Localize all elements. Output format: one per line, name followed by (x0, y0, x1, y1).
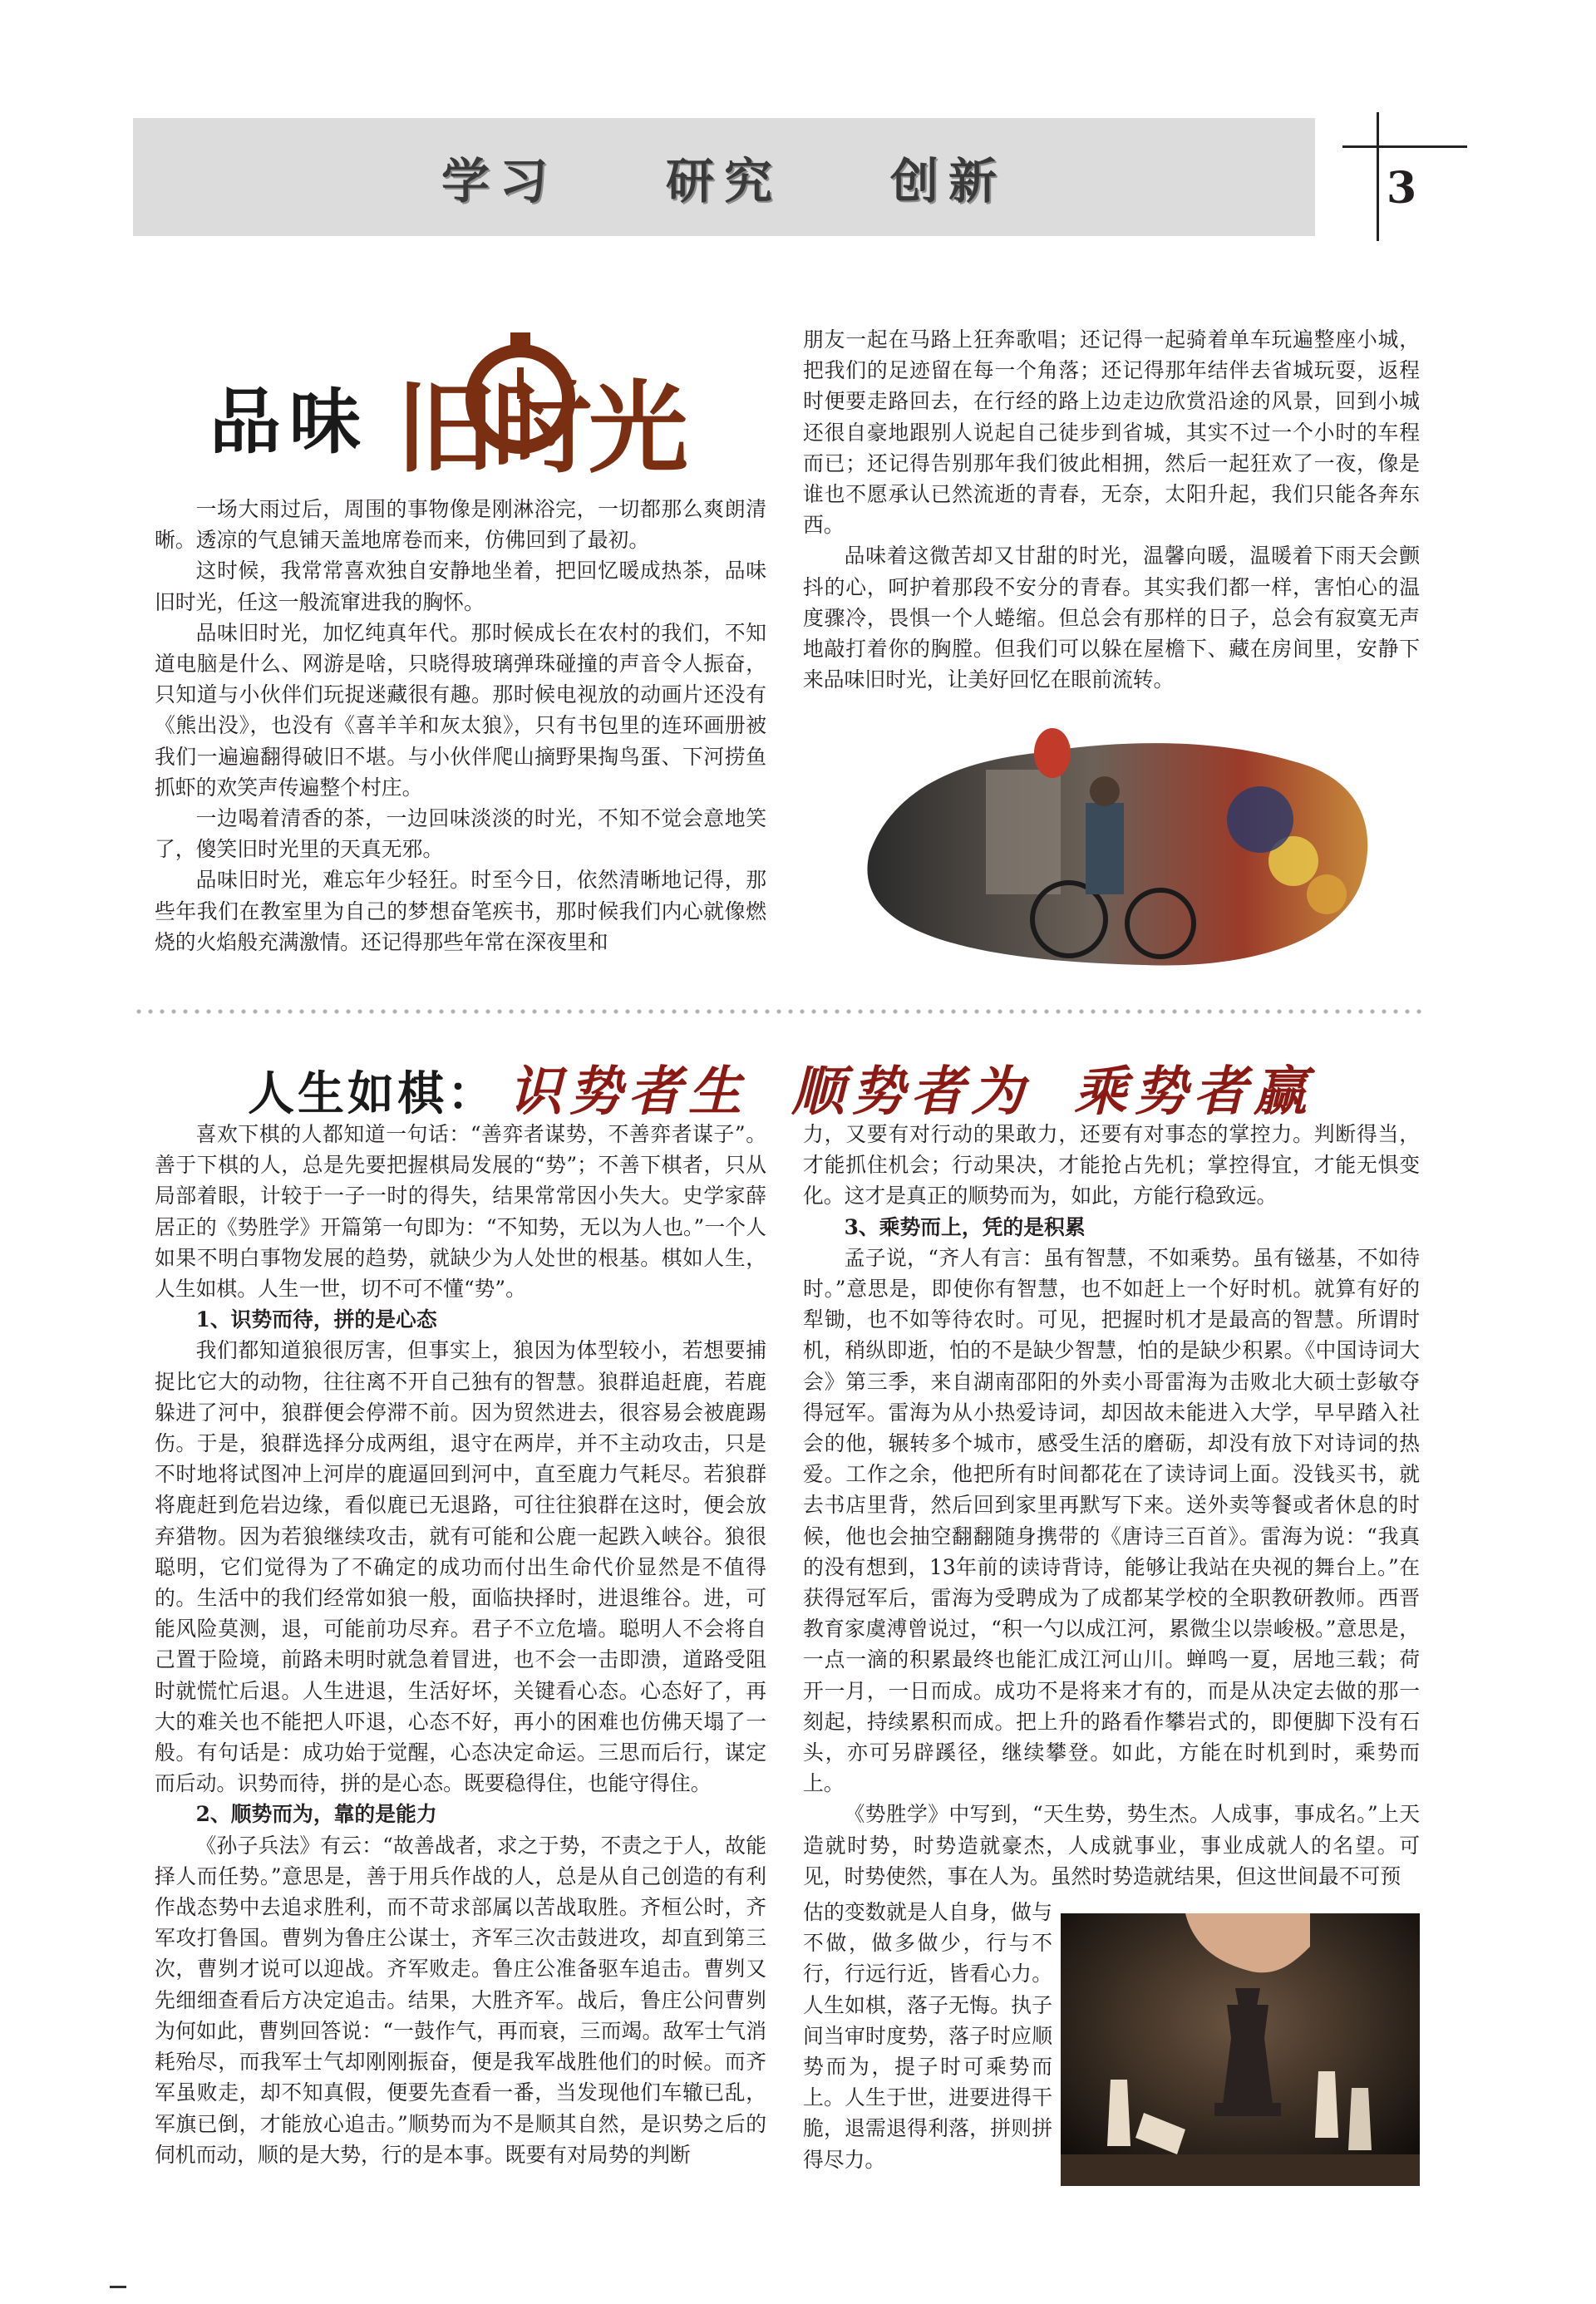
header-word-study: 学习 (441, 153, 558, 209)
article2-title-slogans (509, 1049, 1313, 1125)
paragraph: 《势胜学》中写到，“天生势，势生杰。人成事，事成名。”上天造就时势，时势造就豪杰，人成就事业，事业成就人的名望。可见，时势使然，事在人为。虽然时势造就结果，但这世间最不可预 (803, 1802, 1420, 1888)
crop-mark (110, 2286, 126, 2288)
paragraph-continued: 朋友一起在马路上狂奔歌唱；还记得一起骑着单车玩遍整座小城，把我们的足迹留在每一个角落；还记得那年结伴去省城玩耍，返程时便要走路回去，在行经的路上边走边欣赏沿途的风景，回到小城还很自豪地跟别人说起自己徒步到省城，其实不过一个小时的车程而已；还记得告别那年我们彼此相拥，然后一起狂欢了一夜，像是谁也不愿承认已然流逝的青春，无奈，太阳升起，我们只能各奔东西。 (803, 327, 1420, 538)
header-slogan (133, 118, 1315, 236)
paragraph: 喜欢下棋的人都知道一句话：“善弈者谋势，不善弈者谋子”。善于下棋的人，总是先要把握棋局发展的“势”；不善下棋者，只从局部着眼，计较于一子一时的得失，结果常常因小失大。史学家薛居正的《势胜学》开篇第一句即为：“不知势，无以为人也。”一个人如果不明白事物发展的趋势，就缺少为人处世的根基。棋如人生，人生如棋。人生一世，切不可不懂“势”。 (155, 1122, 766, 1302)
section-heading: 3、乘势而上，凭的是积累 (844, 1214, 1086, 1239)
paragraph: 孟子说，“齐人有言：虽有智慧，不如乘势。虽有镃基，不如待时。”意思是，即使你有智慧，也不如赶上一个好时机。就算有好的犁锄，也不如等待农时。可见，把握时机才是最高的智慧。所谓时机，稍纵即逝，怕的不是缺少智慧，怕的是缺少积累。《中国诗词大会》第三季，来自湖南邵阳的外卖小哥雷海为击败北大硕士彭敏夺得冠军。雷海为从小热爱诗词，却因故未能进入大学，早早踏入社会的他，辗转多个城市，感受生活的磨砺，却没有放下对诗词的热爱。工作之余，他把所有时间都花在了读诗词上面。没钱买书，就去书店里背，然后回到家里再默写下来。送外卖等餐或者休息的时候，他也会抽空翻翻随身携带的《唐诗三百首》。雷海为说：“我真的没有想到，13年前的读诗背诗，能够让我站在央视的舞台上。”在获得冠军后，雷海为受聘成为了成都某学校的全职教研教师。西晋教育家虞溥曾说过，“积一勺以成江河，累微尘以崇峻极。”意思是，一点一滴的积累最终也能汇成江河山川。蝉鸣一夏，居地三载；荷开一月，一日而成。成功不是将来才有的，而是从决定去做的那一刻起，持续累积而成。把上升的路看作攀岩式的，即便脚下没有石头，亦可另辟蹊径，继续攀登。如此，方能在时机到时，乘势而上。 (803, 1245, 1420, 1796)
ornamental-divider (133, 1007, 1426, 1016)
paragraph: 这时候，我常常喜欢独自安静地坐着，把回忆暖成热茶，品味旧时光，任这一般流窜进我的胸怀。 (155, 559, 766, 614)
article2-column-2 (803, 1119, 1420, 1892)
article1-column-2 (803, 324, 1420, 695)
page-corner-rule-vertical (1377, 112, 1379, 241)
slogan-1: 识势者生 (509, 1061, 748, 1123)
page-corner-rule-horizontal (1342, 145, 1467, 148)
paragraph: 一场大雨过后，周围的事物像是刚淋浴完，一切都那么爽朗清晰。透凉的气息铺天盖地席卷而来，仿佛回到了最初。 (155, 497, 766, 553)
article2-title-lead: 人生如棋： (248, 1067, 497, 1121)
paragraph-continued: 力，又要有对行动的果敢力，还要有对事态的掌控力。判断得当，才能抓住机会；行动果决，才能抢占先机；掌控得宜，才能无惧变化。这才是真正的顺势而为，如此，方能行稳致远。 (803, 1122, 1420, 1209)
paragraph: 品味旧时光，难忘年少轻狂。时至今日，依然清晰地记得，那些年我们在教室里为自己的梦想奋笔疾书，那时候我们内心就像燃烧的火焰般充满激情。还记得那些年常在深夜里和 (155, 868, 766, 954)
article1-title-word: 品味 (209, 381, 369, 464)
paragraph: 品味旧时光，加忆纯真年代。那时候成长在农村的我们，不知道电脑是什么、网游是啥，只晓得玻璃弹珠碰撞的声音令人振奋，只知道与小伙伴们玩捉迷藏很有趣。那时候电视放的动画片还没有《熊出没》，也没有《喜羊羊和灰太狼》，只有书包里的连环画册被我们一遍遍翻得破旧不堪。与小伙伴爬山摘野果掏鸟蛋、下河捞鱼抓虾的欢笑声传遍整个村庄。 (155, 620, 766, 800)
paragraph: 我们都知道狼很厉害，但事实上，狼因为体型较小，若想要捕捉比它大的动物，往往离不开自己独有的智慧。狼群追赶鹿，若鹿躲进了河中，狼群便会停滞不前。因为贸然进去，很容易会被鹿踢伤。于是，狼群选择分成两组，退守在两岸，并不主动攻击，只是不时地将试图冲上河岸的鹿逼回到河中，直至鹿力气耗尽。若狼群将鹿赶到危岩边缘，看似鹿已无退路，可往往狼群在这时，便会放弃猎物。因为若狼继续攻击，就有可能和公鹿一起跌入峡谷。狼很聪明，它们觉得为了不确定的成功而付出生命代价显然是不值得的。生活中的我们经常如狼一般，面临抉择时，进退维谷。进，可能风险莫测，退，可能前功尽弃。君子不立危墙。聪明人不会将自己置于险境，前路未明时就急着冒进，也不会一击即溃，道路受阻时就慌忙后退。人生进退，生活好坏，关键看心态。心态好了，再大的难关也不能把人吓退，心态不好，再小的困难也仿佛天塌了一般。有句话是：成功始于觉醒，心态决定命运。三思而后行，谋定而后动。识势而待，拼的是心态。既要稳得住，也能守得住。 (155, 1338, 766, 1796)
header-word-research: 研究 (665, 153, 782, 209)
section-heading: 1、识势而待，拼的是心态 (195, 1307, 437, 1332)
header-word-innovation: 创新 (890, 153, 1007, 209)
article1-column-1 (155, 494, 766, 958)
article2-title (248, 1049, 1313, 1124)
slogan-2: 顺势者为 (791, 1061, 1031, 1123)
chess-hand-image (1061, 1913, 1420, 2186)
section-heading: 2、顺势而为，靠的是能力 (195, 1802, 437, 1827)
paragraph-continued: 估的变数就是人自身，做与不做，做多做少，行与不行，行远行近，皆看心力。人生如棋，落子无悔。执子间当审时度势，落子时应顺势而为，提子时可乘势而上。人生于世，进要进得干脆，退需退得利落，拼则拼得尽力。 (803, 1900, 1052, 2172)
paragraph: 《孙子兵法》有云：“故善战者，求之于势，不责之于人，故能择人而任势。”意思是，善于用兵作战的人，总是从自己创造的有利作战态势中去追求胜利，而不苛求部属以苦战取胜。齐桓公时，齐军攻打鲁国。曹刿为鲁庄公谋士，齐军三次击鼓进攻，却直到第三次，曹刿才说可以迎战。齐军败走。鲁庄公准备驱车追击。曹刿又先细细查看后方决定追击。结果，大胜齐军。战后，鲁庄公问曹刿为何如此，曹刿回答说：“一鼓作气，再而衰，三而竭。敌军士气消耗殆尽，而我军士气却刚刚振奋，便是我军战胜他们的时候。而齐军虽败走，却不知真假，便要先查看一番，当发现他们车辙已乱，军旗已倒，才能放心追击。”顺势而为不是顺其自然，是识势之后的伺机而动，顺的是大势，行的是本事。既要有对局势的判断 (155, 1833, 766, 2167)
slogan-3: 乘势者赢 (1074, 1061, 1313, 1123)
paragraph: 一边喝着清香的茶，一边回味淡淡的时光，不知不觉会意地笑了，傻笑旧时光里的天真无邪。 (155, 806, 766, 862)
article2-column-1 (155, 1119, 766, 2170)
article2-column-2-bottom (803, 1897, 1052, 2175)
article1-title-logo-text: 旧时光 (396, 372, 685, 487)
nostalgia-collage-image (861, 728, 1385, 974)
page-number: 3 (1387, 163, 1417, 214)
paragraph: 品味着这微苦却又甘甜的时光，温馨向暖，温暖着下雨天会颤抖的心，呵护着那段不安分的青春。其实我们都一样，害怕心的温度骤冷，畏惧一个人蜷缩。但总会有那样的日子，总会有寂寞无声地敲打着你的胸膛。但我们可以躲在屋檐下、藏在房间里，安静下来品味旧时光，让美好回忆在眼前流转。 (803, 544, 1420, 692)
